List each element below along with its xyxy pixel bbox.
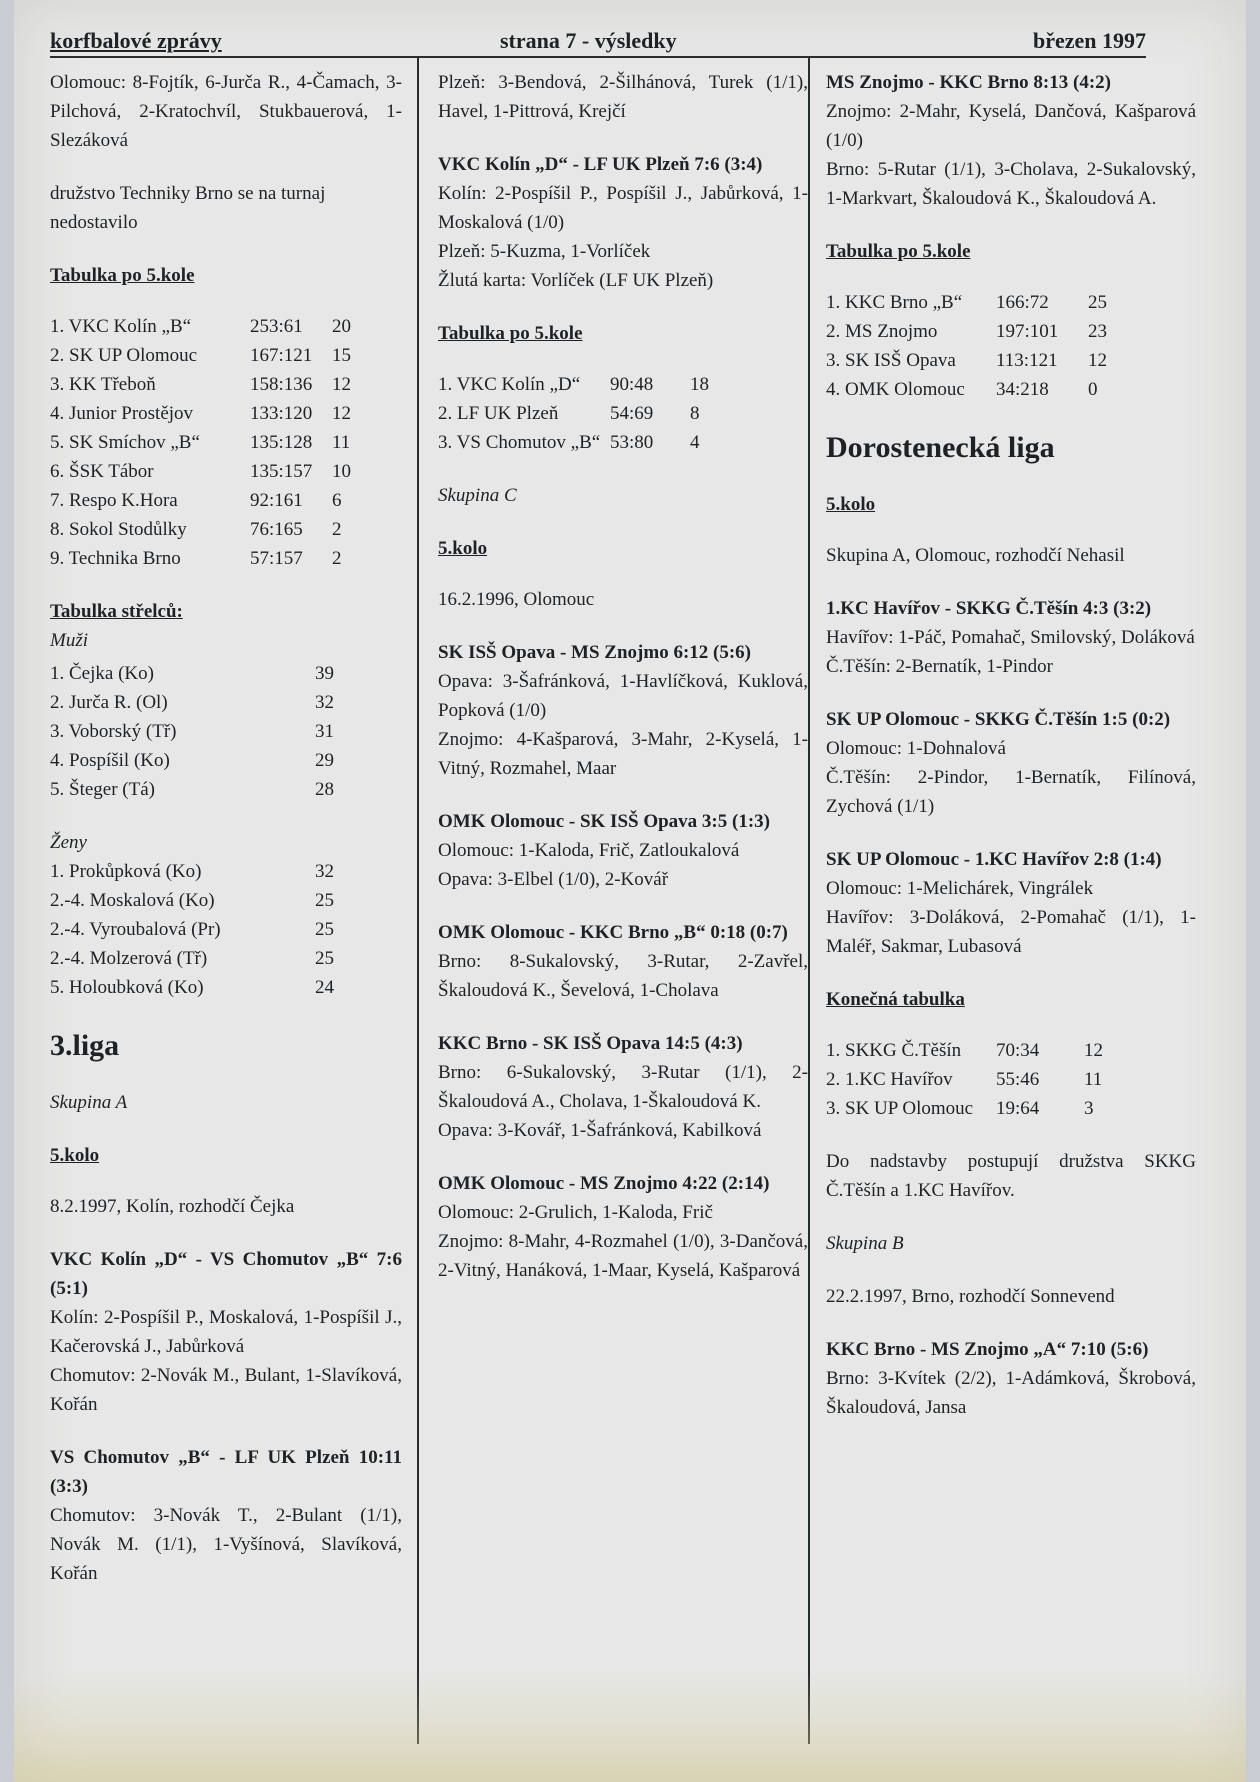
cell-score: 135:157 [250,461,313,482]
cell-pts: 6 [332,490,342,511]
column-1 [50,68,402,1612]
cell-pts: 18 [690,374,709,395]
cell-pts: 8 [690,403,700,424]
match-list [438,150,808,295]
cell-pts: 12 [1088,350,1107,371]
match-scorers-line: Olomouc: 2-Grulich, 1-Kaloda, Frič [438,1202,713,1223]
match-scorers-line: Chomutov: 2-Novák M., Bulant, 1-Slavíková, Kořán [50,1365,402,1415]
round-info: Skupina A, Olomouc, rozhodčí Nehasil [826,545,1125,566]
standings-table [438,370,808,457]
page-section: strana 7 - výsledky [500,28,677,53]
match-block [438,1169,808,1285]
table-row [50,312,402,341]
table-row [50,746,402,775]
match-scorers-line: Olomouc: 1-Dohnalová [826,738,1006,759]
match-list [50,1245,402,1588]
match-block [826,594,1196,681]
cell-team: 3. SK ISŠ Opava [826,350,956,371]
cell-name: 2.-4. Molzerová (Tř) [50,948,208,969]
round-heading: 5.kolo [438,538,488,559]
match-title: VKC Kolín „D“ - VS Chomutov „B“ 7:6 (5:1) [50,1249,402,1299]
match-scorers-line: Kolín: 2-Pospíšil P., Moskalová, 1-Pospíšil J., Kačerovská J., Jabůrková [50,1307,402,1357]
round-heading: 5.kolo [826,494,876,515]
cell-score: 53:80 [610,432,654,453]
table-row [50,775,402,804]
table-row [50,857,402,886]
standings-heading: Tabulka po 5.kole [438,323,583,344]
cell-team: 7. Respo K.Hora [50,490,178,511]
cell-pts: 11 [1084,1069,1103,1090]
scorers-heading: Tabulka střelců: [50,601,183,622]
cell-team: 4. OMK Olomouc [826,379,965,400]
cell-score: 158:136 [250,374,313,395]
cell-team: 5. SK Smíchov „B“ [50,432,200,453]
table-row [50,886,402,915]
cell-goals: 28 [315,779,334,800]
plzen-scorers: Plzeň: 3-Bendová, 2-Šilhánová, Turek (1/1), Havel, 1-Pittrová, Krejčí [438,72,808,122]
table-row [826,346,1196,375]
match-title: VKC Kolín „D“ - LF UK Plzeň 7:6 (3:4) [438,154,763,175]
cell-pts: 0 [1088,379,1098,400]
cell-name: 5. Šteger (Tá) [50,779,155,800]
table-row [50,659,402,688]
cell-team: 1. KKC Brno „B“ [826,292,963,313]
cell-score: 166:72 [996,292,1049,313]
column-3 [826,68,1196,1446]
women-scorers-table [50,857,402,1002]
match-scorers-line: Znojmo: 8-Mahr, 4-Rozmahel (1/0), 3-Dančová, 2-Vitný, Hanáková, 1-Maar, Kyselá, Kašparová [438,1231,808,1281]
standings-heading: Tabulka po 5.kole [50,265,195,286]
table-row [50,457,402,486]
standings-heading: Tabulka po 5.kole [826,241,971,262]
match-title: OMK Olomouc - SK ISŠ Opava 3:5 (1:3) [438,811,770,832]
cell-goals: 29 [315,750,334,771]
match-scorers-line: Opava: 3-Šafránková, 1-Havlíčková, Kuklová, Popková (1/0) [438,671,808,721]
cell-score: 197:101 [996,321,1059,342]
page-header [50,26,1146,58]
match-scorers-line: Opava: 3-Kovář, 1-Šafránková, Kabilková [438,1120,762,1141]
match-block [438,1029,808,1145]
cell-team: 4. Junior Prostějov [50,403,194,424]
match-list [826,68,1196,213]
round-info: 22.2.1997, Brno, rozhodčí Sonnevend [826,1286,1115,1307]
cell-team: 3. VS Chomutov „B“ [438,432,601,453]
table-row [50,399,402,428]
cell-pts: 12 [1084,1040,1103,1061]
match-block [826,68,1196,213]
match-title: SK UP Olomouc - 1.KC Havířov 2:8 (1:4) [826,849,1162,870]
match-title: 1.KC Havířov - SKKG Č.Těšín 4:3 (3:2) [826,598,1152,619]
match-block [826,845,1196,961]
round-info: 8.2.1997, Kolín, rozhodčí Čejka [50,1196,295,1217]
cell-team: 6. ŠSK Tábor [50,461,154,482]
match-title: OMK Olomouc - MS Znojmo 4:22 (2:14) [438,1173,770,1194]
cell-score: 167:121 [250,345,313,366]
cell-name: 2.-4. Vyroubalová (Pr) [50,919,221,940]
match-list [826,594,1196,961]
cell-goals: 25 [315,919,334,940]
match-title: MS Znojmo - KKC Brno 8:13 (4:2) [826,72,1111,93]
match-scorers-line: Znojmo: 2-Mahr, Kyselá, Dančová, Kašparová (1/0) [826,101,1196,151]
table-row [50,544,402,573]
cell-score: 54:69 [610,403,654,424]
cell-pts: 25 [1088,292,1107,313]
cell-pts: 3 [1084,1098,1094,1119]
table-row [438,399,808,428]
match-scorers-line: Žlutá karta: Vorlíček (LF UK Plzeň) [438,270,714,291]
cell-pts: 11 [332,432,351,453]
cell-score: 55:46 [996,1069,1040,1090]
cell-team: 1. VKC Kolín „B“ [50,316,192,337]
league-title: 3.liga [50,1029,120,1062]
cell-goals: 32 [315,861,334,882]
cell-team: 1. SKKG Č.Těšín [826,1040,962,1061]
match-scorers-line: Č.Těšín: 2-Bernatík, 1-Pindor [826,656,1053,677]
cell-score: 76:165 [250,519,303,540]
match-scorers-line: Kolín: 2-Pospíšil P., Pospíšil J., Jabůrková, 1-Moskalová (1/0) [438,183,808,233]
cell-pts: 23 [1088,321,1107,342]
table-row [50,717,402,746]
match-scorers-line: Brno: 3-Kvítek (2/2), 1-Adámková, Škrobová, Škaloudová, Jansa [826,1368,1196,1418]
cell-goals: 31 [315,721,334,742]
newsletter-name: korfbalové zprávy [50,28,222,53]
round-heading: 5.kolo [50,1145,100,1166]
women-label: Ženy [50,832,87,853]
table-row [438,428,808,457]
match-title: KKC Brno - MS Znojmo „A“ 7:10 (5:6) [826,1339,1149,1360]
match-scorers-line: Brno: 8-Sukalovský, 3-Rutar, 2-Zavřel, Škaloudová K., Ševelová, 1-Cholava [438,951,808,1001]
table-row [826,1036,1196,1065]
final-standings-heading: Konečná tabulka [826,989,965,1010]
cell-pts: 2 [332,548,342,569]
cell-name: 5. Holoubková (Ko) [50,977,204,998]
cell-name: 1. Čejka (Ko) [50,663,154,684]
table-row [50,973,402,1002]
table-row [438,370,808,399]
cell-goals: 32 [315,692,334,713]
match-list [826,1335,1196,1422]
cell-goals: 39 [315,663,334,684]
match-block [50,1443,402,1588]
cell-pts: 15 [332,345,351,366]
match-block [438,638,808,783]
cell-pts: 20 [332,316,351,337]
cell-team: 3. SK UP Olomouc [826,1098,974,1119]
table-row [50,428,402,457]
cell-team: 2. MS Znojmo [826,321,938,342]
match-block [438,918,808,1005]
cell-score: 92:161 [250,490,303,511]
match-title: KKC Brno - SK ISŠ Opava 14:5 (4:3) [438,1033,743,1054]
cell-name: 2.-4. Moskalová (Ko) [50,890,215,911]
cell-name: 1. Prokůpková (Ko) [50,861,202,882]
cell-goals: 25 [315,890,334,911]
table-row [50,915,402,944]
match-scorers-line: Znojmo: 4-Kašparová, 3-Mahr, 2-Kyselá, 1-Vitný, Rozmahel, Maar [438,729,808,779]
final-standings-table [826,1036,1196,1123]
cell-team: 2. SK UP Olomouc [50,345,198,366]
match-scorers-line: Havířov: 3-Doláková, 2-Pomahač (1/1), 1-Maléř, Sakmar, Lubasová [826,907,1196,957]
table-row [826,375,1196,404]
match-scorers-line: Chomutov: 3-Novák T., 2-Bulant (1/1), Novák M. (1/1), 1-Vyšínová, Slavíková, Kořán [50,1505,402,1584]
men-label: Muži [50,630,88,651]
cell-pts: 10 [332,461,351,482]
match-block [826,705,1196,821]
match-list [438,638,808,1285]
league-title: Dorostenecká liga [826,431,1055,464]
cell-score: 90:48 [610,374,654,395]
cell-score: 19:64 [996,1098,1040,1119]
match-scorers-line: Havířov: 1-Páč, Pomahač, Smilovský, Doláková [826,627,1195,648]
table-row [50,688,402,717]
cell-team: 2. LF UK Plzeň [438,403,559,424]
table-row [50,486,402,515]
match-scorers-line: Č.Těšín: 2-Pindor, 1-Bernatík, Filínová, Zychová (1/1) [826,767,1196,817]
cell-pts: 4 [690,432,700,453]
table-row [826,1065,1196,1094]
olomouc-scorers: Olomouc: 8-Fojtík, 6-Jurča R., 4-Čamach, 3-Pilchová, 2-Kratochvíl, Stukbauerová, 1-Slezáková [50,72,402,151]
cell-team: 1. VKC Kolín „D“ [438,374,581,395]
column-2 [438,68,808,1309]
match-title: SK UP Olomouc - SKKG Č.Těšín 1:5 (0:2) [826,709,1171,730]
match-block [826,1335,1196,1422]
table-row [50,515,402,544]
cell-score: 57:157 [250,548,303,569]
match-title: VS Chomutov „B“ - LF UK Plzeň 10:11 (3:3) [50,1447,402,1497]
cell-team: 8. Sokol Stodůlky [50,519,187,540]
match-scorers-line: Plzeň: 5-Kuzma, 1-Vorlíček [438,241,651,262]
technika-note: družstvo Techniky Brno se na turnaj nedostavilo [50,183,326,233]
cell-name: 3. Voborský (Tř) [50,721,177,742]
match-scorers-line: Olomouc: 1-Kaloda, Frič, Zatloukalová [438,840,740,861]
group-label: Skupina C [438,485,517,506]
cell-score: 113:121 [996,350,1058,371]
cell-pts: 2 [332,519,342,540]
table-row [50,944,402,973]
cell-team: 3. KK Třeboň [50,374,156,395]
cell-goals: 24 [315,977,334,998]
newsletter-page [14,0,1246,1782]
round-info: 16.2.1996, Olomouc [438,589,595,610]
match-title: OMK Olomouc - KKC Brno „B“ 0:18 (0:7) [438,922,788,943]
cell-pts: 12 [332,403,351,424]
cell-score: 135:128 [250,432,313,453]
cell-score: 70:34 [996,1040,1040,1061]
table-row [826,288,1196,317]
column-divider [808,58,810,1744]
match-scorers-line: Opava: 3-Elbel (1/0), 2-Kovář [438,869,669,890]
cell-score: 34:218 [996,379,1049,400]
cell-goals: 25 [315,948,334,969]
group-label: Skupina A [50,1092,128,1113]
cell-name: 4. Pospíšil (Ko) [50,750,170,771]
advance-note: Do nadstavby postupují družstva SKKG Č.Těšín a 1.KC Havířov. [826,1151,1196,1201]
table-row [826,317,1196,346]
match-title: SK ISŠ Opava - MS Znojmo 6:12 (5:6) [438,642,751,663]
cell-team: 2. 1.KC Havířov [826,1069,953,1090]
match-block [438,807,808,894]
table-row [826,1094,1196,1123]
match-block [438,150,808,295]
standings-table [50,312,402,573]
standings-table [826,288,1196,404]
table-row [50,341,402,370]
cell-name: 2. Jurča R. (Ol) [50,692,168,713]
group-label: Skupina B [826,1233,904,1254]
issue-date: březen 1997 [1032,28,1146,53]
cell-score: 253:61 [250,316,303,337]
match-scorers-line: Brno: 5-Rutar (1/1), 3-Cholava, 2-Sukalovský, 1-Markvart, Škaloudová K., Škaloudová A. [826,159,1196,209]
column-divider [417,58,419,1744]
table-row [50,370,402,399]
cell-pts: 12 [332,374,351,395]
match-scorers-line: Olomouc: 1-Melichárek, Vingrálek [826,878,1094,899]
match-block [50,1245,402,1419]
men-scorers-table [50,659,402,804]
cell-score: 133:120 [250,403,313,424]
cell-team: 9. Technika Brno [50,548,181,569]
match-scorers-line: Brno: 6-Sukalovský, 3-Rutar (1/1), 2-Škaloudová A., Cholava, 1-Škaloudová K. [438,1062,808,1112]
